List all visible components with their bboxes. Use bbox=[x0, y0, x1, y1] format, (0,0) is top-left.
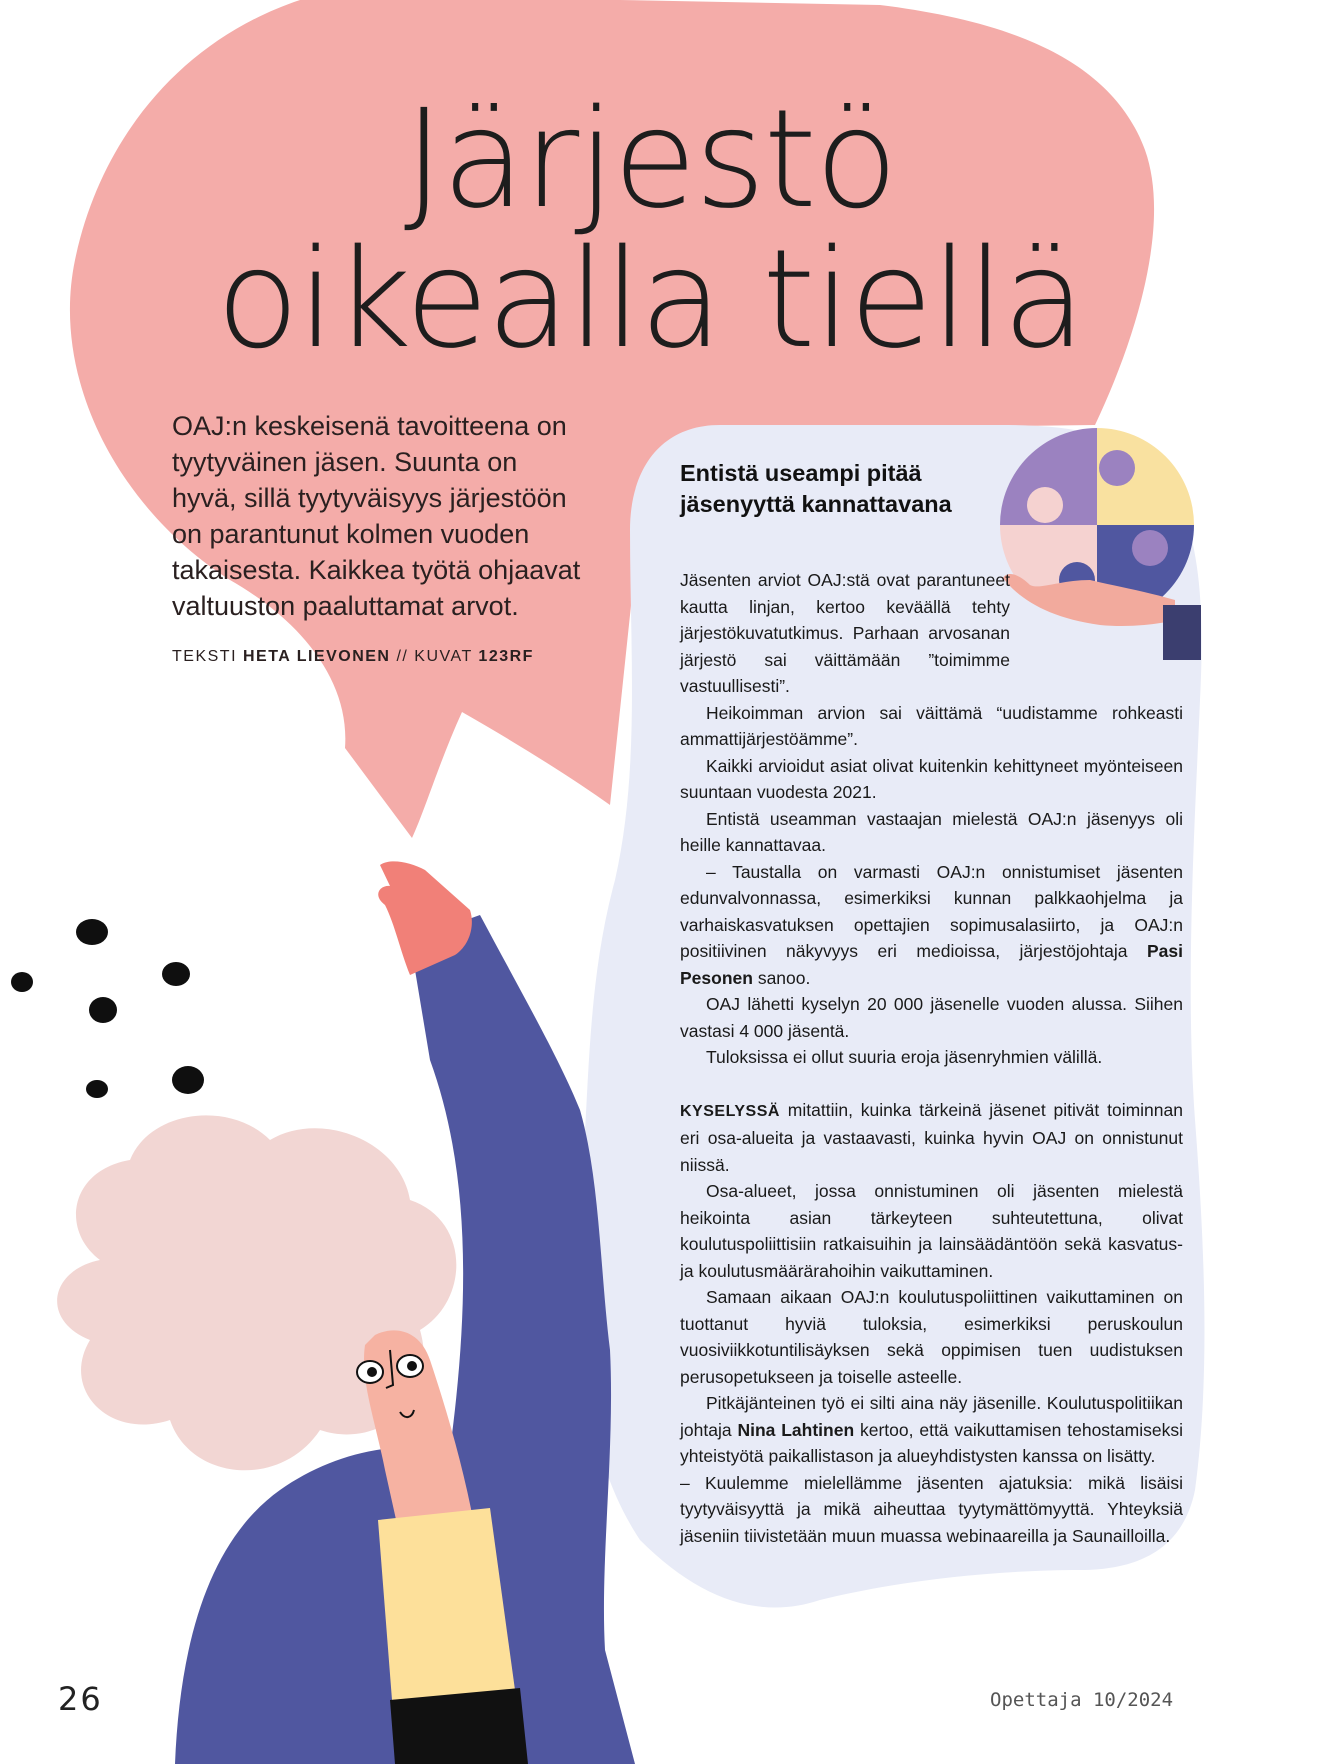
section-paragraph bbox=[680, 1097, 1183, 1179]
paragraph: Tuloksissa ei ollut suuria eroja jäsenryhmien välillä. bbox=[706, 1047, 1103, 1067]
section-text: mitattiin, kuinka tärkeinä jäsenet pitivät toiminnan eri osa-alueita ja vastaavasti, kuinka hyvin OAJ on onnistunut niissä. bbox=[680, 1099, 1183, 1175]
dot bbox=[76, 919, 108, 945]
paragraph: Kaikki arvioidut asiat olivat kuitenkin kehittyneet myönteiseen suuntaan vuodesta 2021. bbox=[680, 755, 1183, 802]
title-line-2: oikealla tiellä bbox=[216, 221, 1084, 379]
dot bbox=[172, 1066, 204, 1094]
dot bbox=[162, 962, 190, 986]
paragraph: Heikoimman arvion sai väittämä “uudistamme rohkeasti ammattijärjestöämme”. bbox=[680, 702, 1183, 749]
page-number: 26 bbox=[58, 1680, 103, 1718]
article-subheading: Entistä useampi pitää jäsenyyttä kannattavana bbox=[680, 460, 952, 517]
byline-author: HETA LIEVONEN bbox=[242, 648, 391, 665]
pants bbox=[390, 1688, 528, 1764]
paragraph: OAJ lähetti kyselyn 20 000 jäsenelle vuoden alussa. Siihen vastasi 4 000 jäsentä. bbox=[680, 994, 1183, 1041]
byline-separator: // bbox=[396, 648, 409, 665]
quote-paragraph bbox=[680, 859, 1183, 992]
quote-text: – Taustalla on varmasti OAJ:n onnistumiset jäsenten edunvalvonnassa, esimerkiksi kunnan palkkaohjelma ja varhaiskasvatuksen opettajien sopimusalasiirto, ja OAJ:n positiivinen näkyvyys eri medioissa, järjestöjohtaja bbox=[680, 861, 1183, 961]
paragraph-text: kertoo, että vaikuttamisen tehostamiseksi yhteistyötä paikallistason ja alueyhdistysten kanssa on lisätty. bbox=[680, 1419, 1183, 1466]
article-title bbox=[200, 81, 1100, 379]
publication-footer: Opettaja 10/2024 bbox=[990, 1689, 1174, 1711]
paragraph: – Kuulemme mielellämme jäsenten ajatuksia: mikä lisäisi tyytyväisyyttä ja mikä aiheuttaa tyytymättömyyttä. Yhteyksiä jäseniin tiivistetään muun muassa webinaareilla ja Saunailloilla. bbox=[680, 1472, 1183, 1546]
quote-paragraph bbox=[680, 1390, 1183, 1470]
quote-attribution: sanoo. bbox=[757, 967, 811, 988]
article-body bbox=[680, 567, 1183, 1549]
left-pupil bbox=[367, 1367, 377, 1377]
paragraph-text: Pitkäjänteinen työ ei silti aina näy jäsenille. Koulutuspolitiikan johtaja bbox=[680, 1393, 1183, 1440]
person-name: Nina Lahtinen bbox=[737, 1419, 855, 1440]
section-keyword: KYSELYSSÄ bbox=[680, 1102, 780, 1120]
person-name: Pasi Pesonen bbox=[680, 941, 1183, 988]
title-line-1: Järjestö bbox=[403, 81, 897, 239]
paragraph: Osa-alueet, jossa onnistuminen oli jäsenten mielestä heikointa asian tärkeyteen suhteutettuna, olivat koulutuspoliittisiin ratkaisuihin ja lainsäädäntöön sekä kasvatus- ja koulutusmäärärahoihin vaikuttaminen. bbox=[680, 1181, 1183, 1281]
dot bbox=[11, 972, 33, 992]
byline-photo-source: 123RF bbox=[478, 648, 534, 665]
decorative-dots bbox=[11, 919, 204, 1098]
byline-text-label: TEKSTI bbox=[172, 648, 238, 665]
lead-paragraph: OAJ:n keskeisenä tavoitteena on tyytyväinen jäsen. Suunta on hyvä, sillä tyytyväisyys järjestöön on parantunut kolmen vuoden takaisesta. Kaikkea työtä ohjaavat valtuuston paaluttamat arvot. bbox=[172, 411, 581, 621]
byline-photo-label: KUVAT bbox=[414, 648, 473, 665]
paragraph: Samaan aikaan OAJ:n koulutuspoliittinen vaikuttaminen on tuottanut hyviä tuloksia, esimerkiksi peruskoulun vuosiviikkotuntilisäyksen sekä oppimisen tuen uudistuksen perusopetukseen ja toiselle asteelle. bbox=[680, 1287, 1183, 1387]
dot bbox=[86, 1080, 108, 1098]
right-pupil bbox=[407, 1361, 417, 1371]
dot bbox=[89, 997, 117, 1023]
byline bbox=[172, 648, 534, 666]
paragraph: Jäsenten arviot OAJ:stä ovat parantuneet kautta linjan, kertoo keväällä tehty järjestökuvatutkimus. Parhaan arvosanan järjestö sai väittämään ”toimimme vastuullisesti”. bbox=[680, 570, 1010, 696]
paragraph: Entistä useamman vastaajan mielestä OAJ:n jäsenyys oli heille kannattavaa. bbox=[680, 808, 1183, 855]
